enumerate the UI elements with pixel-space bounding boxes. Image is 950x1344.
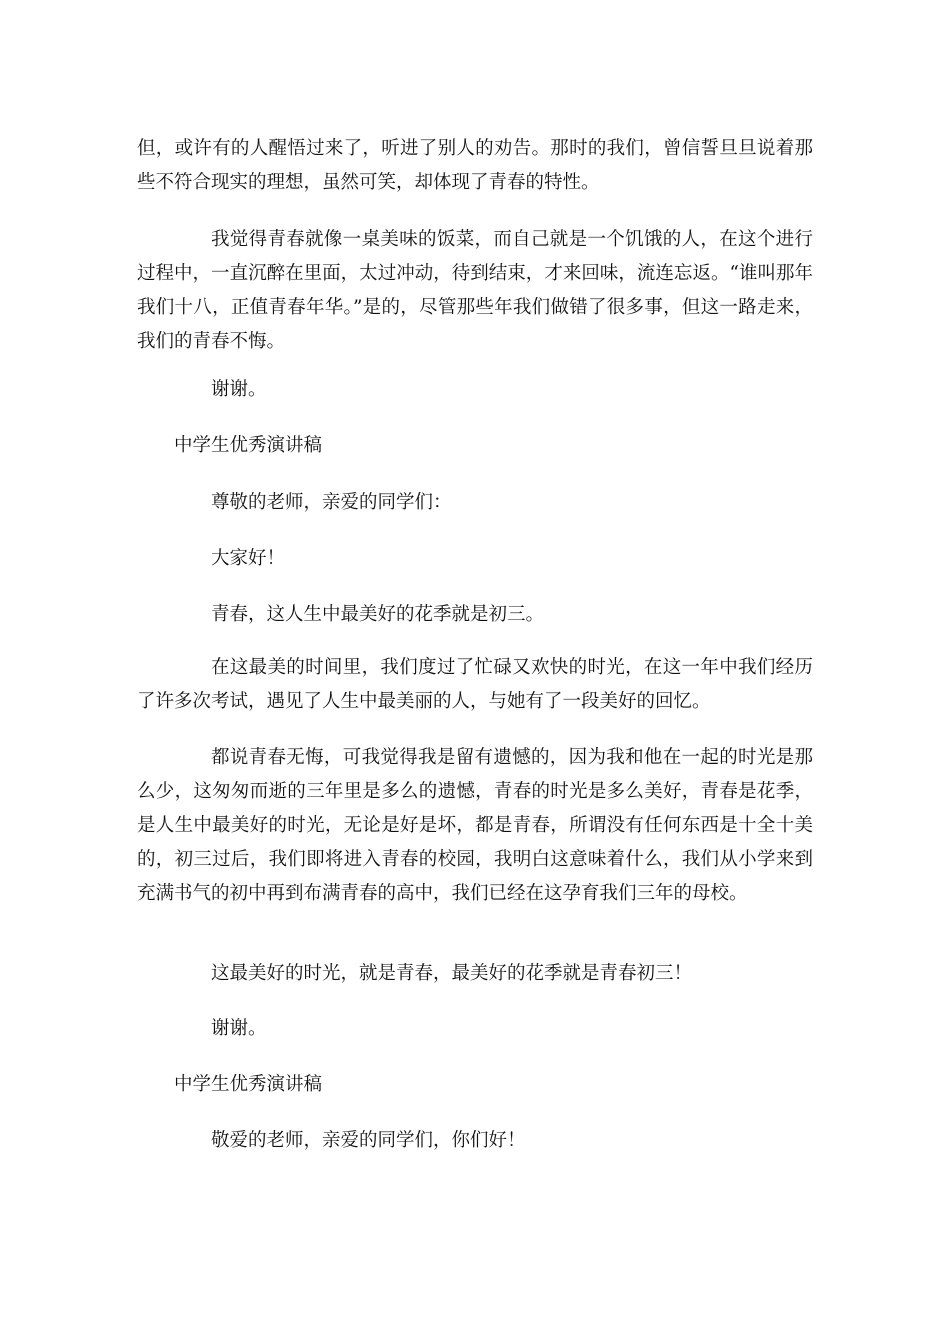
speech-title-2: 中学生优秀演讲稿 (174, 1074, 323, 1095)
paragraph-thanks-1: 谢谢。 (211, 379, 267, 400)
paragraph-youth-season: 青春，这人生中最美好的花季就是初三。 (211, 604, 545, 625)
paragraph-best-season: 这最美好的时光，就是青春，最美好的花季就是青春初三！ (211, 963, 693, 984)
paragraph-no-regret: 都说青春无悔，可我觉得我是留有遗憾的，因为我和他在一起的时光是那么少，这匆匆而逝的三年里是多么的遗憾，青春的时光是多么美好，青春是花季，是人生中最美好的时光，无论是好是坏，都是青春，所谓没有任何东西是十全十美的，初三过后，我们即将进入青春的校园，我明白这意味着什么，我们从小学来到充满书气的初中再到布满青春的高中，我们已经在这孕育我们三年的母校。 (137, 747, 813, 904)
paragraph-best-time: 在这最美的时间里，我们度过了忙碌又欢快的时光，在这一年中我们经历了许多次考试，遇见了人生中最美丽的人，与她有了一段美好的回忆。 (137, 657, 813, 712)
paragraph-youth-meal: 我觉得青春就像一桌美味的饭菜，而自己就是一个饥饿的人，在这个进行过程中，一直沉醉在里面，太过冲动，待到结束，才来回味，流连忘返。“谁叫那年我们十八，正值青春年华。”是的，尽管那些年我们做错了很多事，但这一路走来，我们的青春不悔。 (137, 229, 813, 352)
paragraph-greeting-teachers: 尊敬的老师，亲爱的同学们： (211, 492, 452, 513)
speech-title-1: 中学生优秀演讲稿 (174, 435, 323, 456)
paragraph-greeting-2: 敬爱的老师，亲爱的同学们，你们好！ (211, 1130, 526, 1151)
paragraph-advice: 但，或许有的人醒悟过来了，听进了别人的劝告。那时的我们，曾信誓旦旦说着那些不符合现实的理想，虽然可笑，却体现了青春的特性。 (137, 138, 813, 193)
paragraph-thanks-2: 谢谢。 (211, 1018, 267, 1039)
paragraph-hello-all: 大家好！ (211, 548, 286, 569)
